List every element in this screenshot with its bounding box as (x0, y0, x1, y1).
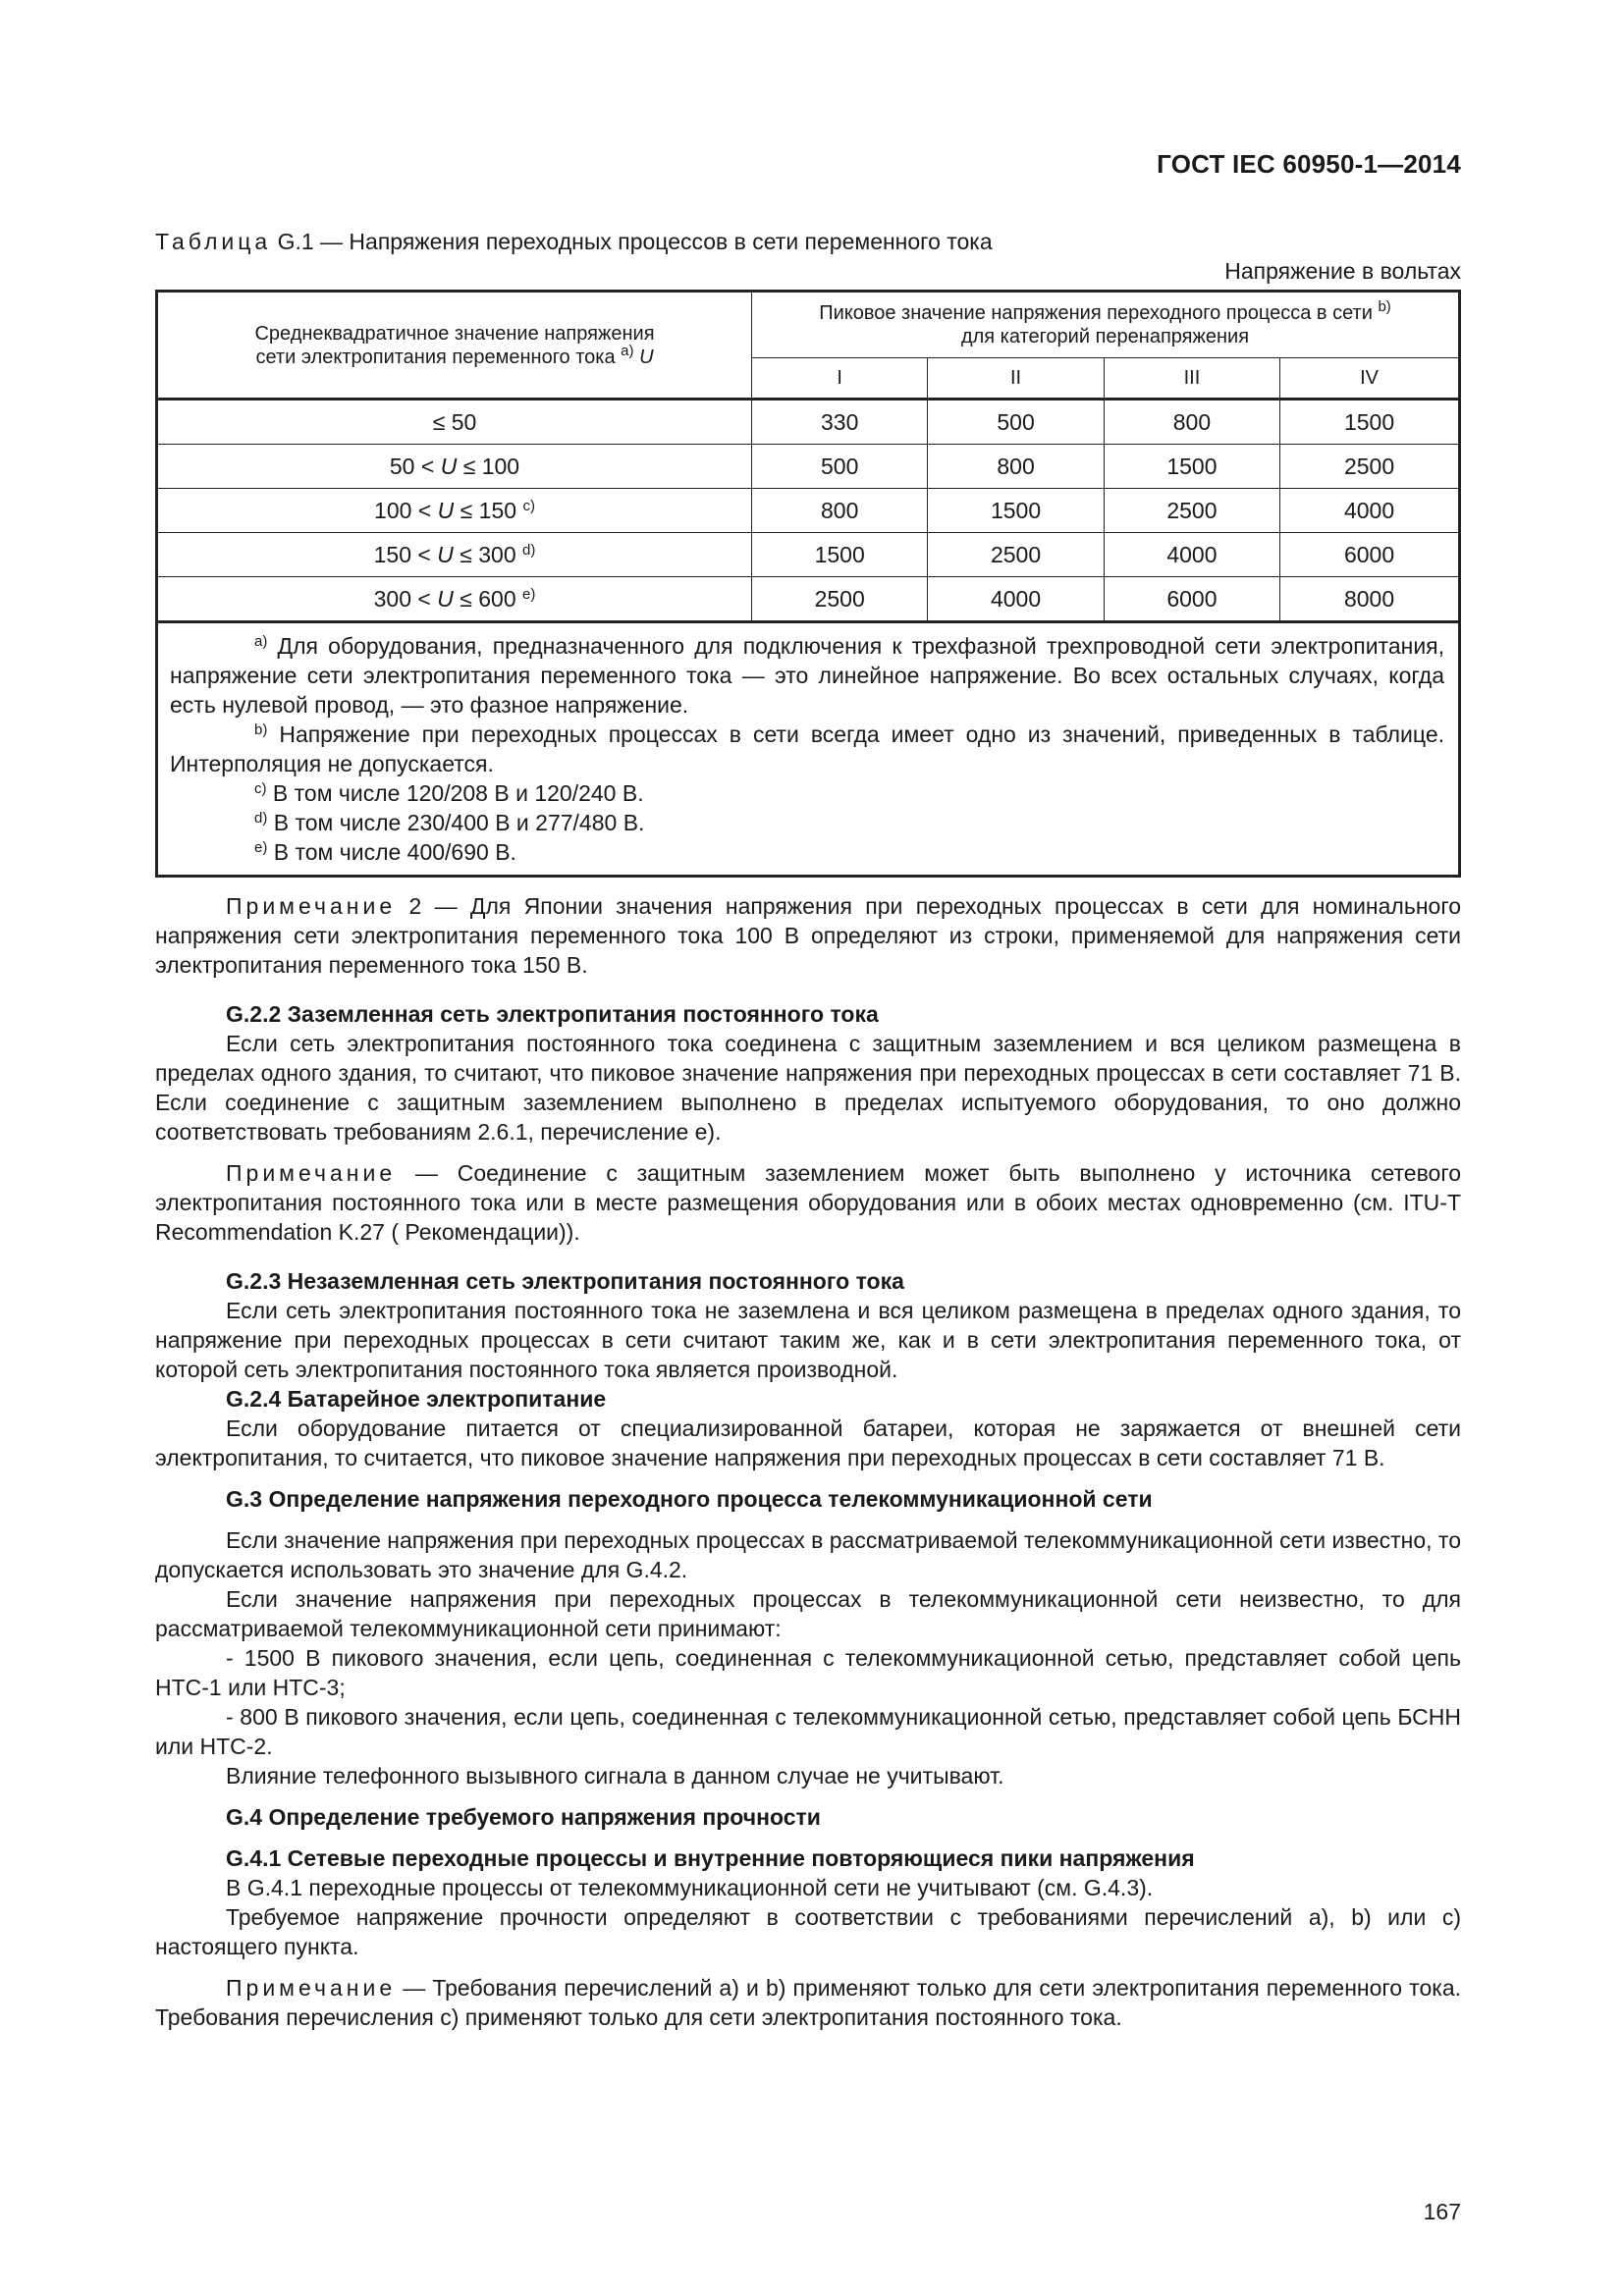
section-g23-text: Если сеть электропитания постоянного тока не заземлена и вся целиком размещена в пределах одного здания, то напряжение при переходных процессах в сети считают таким же, как и в сети электропитания переменного тока, от которой сеть электропитания постоянного тока является производной. (155, 1298, 1461, 1382)
footnote-d: $^{d)}$ В том числе 230/400 В и 277/480 В. (254, 810, 645, 835)
section-g3-paragraph: Если значение напряжения при переходных процессах в рассматриваемой телекоммуникационной сети известно, то допускается использовать это значение для G.4.2. (155, 1527, 1461, 1582)
section-g4-heading: G.4 Определение требуемого напряжения прочности (226, 1804, 821, 1830)
footnote-c: $^{c)}$ В том числе 120/208 В и 120/240 В. (254, 780, 644, 806)
peak-value-cell: 6000 (1104, 577, 1279, 622)
voltage-range-cell: ≤ 50 (157, 400, 752, 445)
table-caption-label: Таблица (155, 229, 272, 254)
section-g24-text: Если оборудование питается от специализированной батареи, которая не заряжается от внешней сети электропитания, то считается, что пиковое значение напряжения при переходных процессах в сети составляет 71 В. (155, 1415, 1461, 1470)
section-g22-heading: G.2.2 Заземленная сеть электропитания постоянного тока (226, 1001, 879, 1027)
transient-voltage-table (155, 290, 1461, 878)
voltage-range-cell: 300 < U ≤ 600 $^{e)}$ (157, 577, 752, 622)
voltage-range-cell: 150 < U ≤ 300 $^{d)}$ (157, 533, 752, 577)
peak-value-cell: 500 (752, 445, 928, 489)
peak-value-cell: 4000 (1280, 489, 1460, 533)
section-g41-heading: G.4.1 Сетевые переходные процессы и внутренние повторяющиеся пики напряжения (226, 1845, 1195, 1871)
peak-value-cell: 6000 (1280, 533, 1460, 577)
peak-value-cell: 1500 (1104, 445, 1279, 489)
voltage-range-cell: 50 < U ≤ 100 (157, 445, 752, 489)
section-g24-heading: G.2.4 Батарейное электропитание (226, 1386, 607, 1412)
table-row (157, 489, 1460, 533)
peak-value-cell: 8000 (1280, 577, 1460, 622)
category-header: II (928, 358, 1104, 400)
section-g22-text: Если сеть электропитания постоянного тока соединена с защитным заземлением и вся целиком размещена в пределах одного здания, то считают, что пиковое значение напряжения при переходных процессах в сети составляет 71 В. Если соединение с защитным заземлением выполнено в пределах испытуемого оборудования, то оно должно соответствовать требованиям 2.6.1, перечисление е). (155, 1031, 1461, 1145)
section-g41-note: Примечание — Требования перечислений а) и b) применяют только для сети электропитания переменного тока. Требования перечисления с) применяют только для сети электропитания постоянного тока. (155, 1975, 1461, 2030)
category-header: III (1104, 358, 1279, 400)
section-g22-note: Примечание — Соединение с защитным заземлением может быть выполнено у источника сетевого электропитания постоянного тока или в месте размещения оборудования или в обоих местах одновременно (см. ITU-T Recommendation K.27 ( Рекомендации)). (155, 1160, 1461, 1245)
category-header: I (752, 358, 928, 400)
peak-value-cell: 2500 (1104, 489, 1279, 533)
table-footnotes-row (157, 622, 1460, 877)
footnote-b: $^{b)}$ Напряжение при переходных процессах в сети всегда имеет одно из значений, приведенных в таблице. Интерполяция не допускается. (170, 721, 1444, 776)
section-g3-heading: G.3 Определение напряжения переходного процесса телекоммуникационной сети (226, 1486, 1153, 1512)
peak-value-cell: 4000 (1104, 533, 1279, 577)
peak-value-cell: 500 (928, 400, 1104, 445)
peak-value-cell: 800 (752, 489, 928, 533)
rms-voltage-header: Среднеквадратичное значение напряжения сети электропитания переменного тока $^{a)}$ U (157, 292, 752, 400)
category-header: IV (1280, 358, 1460, 400)
peak-value-cell: 330 (752, 400, 928, 445)
table-row (157, 577, 1460, 622)
footnote-a: $^{a)}$ Для оборудования, предназначенного для подключения к трехфазной трехпроводной сети электропитания, напряжение сети электропитания переменного тока — это линейное напряжение. Во всех остальных случаях, когда есть нулевой провод, — это фазное напряжение. (170, 633, 1445, 718)
peak-value-cell: 1500 (928, 489, 1104, 533)
peak-value-cell: 2500 (1280, 445, 1460, 489)
peak-value-cell: 4000 (928, 577, 1104, 622)
table-row (157, 533, 1460, 577)
peak-value-cell: 800 (1104, 400, 1279, 445)
table-row (157, 400, 1460, 445)
body-text (155, 891, 1461, 2032)
voltage-range-cell: 100 < U ≤ 150 $^{c)}$ (157, 489, 752, 533)
peak-value-cell: 2500 (752, 577, 928, 622)
table-caption (155, 229, 993, 255)
section-g23-heading: G.2.3 Незаземленная сеть электропитания постоянного тока (226, 1268, 904, 1294)
peak-value-cell: 1500 (752, 533, 928, 577)
peak-value-cell: 800 (928, 445, 1104, 489)
section-g3-list-item: - 1500 В пикового значения, если цепь, соединенная с телекоммуникационной сетью, представляет собой цепь НТС-1 или НТС-3; (155, 1645, 1461, 1700)
section-g3-paragraph: Влияние телефонного вызывного сигнала в данном случае не учитывают. (226, 1763, 1004, 1789)
section-g3-paragraph: Если значение напряжения при переходных процессах в телекоммуникационной сети неизвестно, то для рассматриваемой телекоммуникационной сети принимают: (155, 1586, 1461, 1641)
note-japan: Примечание 2 — Для Японии значения напряжения при переходных процессах в сети для номинального напряжения сети электропитания переменного тока 100 В определяют из строки, применяемой для напряжения сети электропитания переменного тока 150 В. (155, 893, 1461, 978)
table-units: Напряжение в вольтах (1224, 258, 1461, 284)
section-g41-paragraph: В G.4.1 переходные процессы от телекоммуникационной сети не учитывают (см. G.4.3). (226, 1875, 1154, 1900)
document-header: ГОСТ IEC 60950-1—2014 (1157, 149, 1461, 179)
peak-voltage-header: Пиковое значение напряжения переходного процесса в сети $^{b)}$ для категорий перенапряжения (752, 292, 1460, 358)
page-number: 167 (1423, 2199, 1461, 2224)
section-g41-paragraph: Требуемое напряжение прочности определяют в соответствии с требованиями перечислений а), b) или с) настоящего пункта. (155, 1904, 1461, 1959)
section-g3-list-item: - 800 В пикового значения, если цепь, соединенная с телекоммуникационной сетью, представляет собой цепь БСНН или НТС-2. (155, 1704, 1461, 1759)
table-row (157, 445, 1460, 489)
table-footnotes (157, 622, 1460, 877)
peak-value-cell: 2500 (928, 533, 1104, 577)
table-caption-text: G.1 — Напряжения переходных процессов в сети переменного тока (271, 229, 993, 254)
footnote-e: $^{e)}$ В том числе 400/690 В. (254, 839, 516, 865)
peak-value-cell: 1500 (1280, 400, 1460, 445)
